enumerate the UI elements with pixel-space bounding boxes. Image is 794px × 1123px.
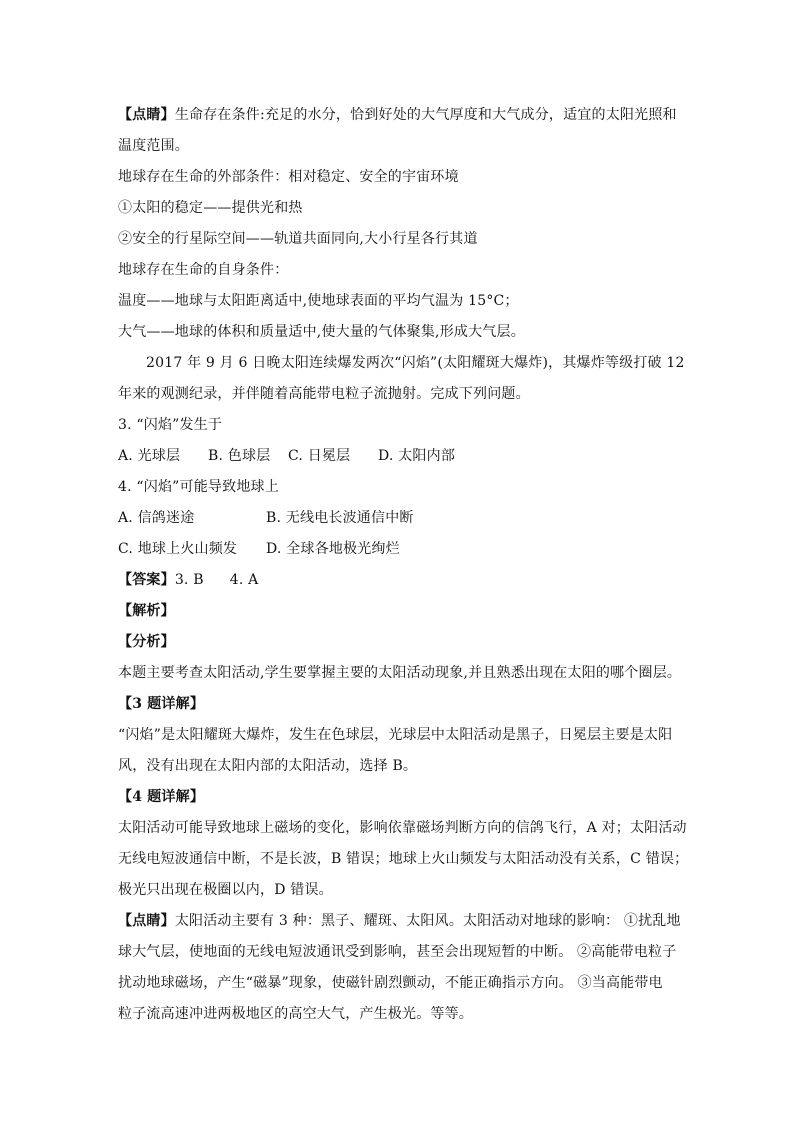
q4-option-b: B. 无线电长波通信中断 [266,510,414,526]
question-4-options-row-2 [118,534,680,565]
detail-3-tag: 【3 题详解】 [118,696,205,712]
passage-line-2: 年来的观测纪录，并伴随着高能带电粒子流抛射。完成下列问题。 [118,386,530,402]
answer-line [118,565,680,596]
q4-option-c: C. 地球上火山频发 [118,541,238,557]
note-text: 生命存在条件:充足的水分，恰到好处的大气厚度和大气成分，适宜的太阳光照和 [174,107,677,123]
question-3-options [118,441,680,472]
final-note-tag: 【点睛】 [118,913,175,929]
detail-4-line-1: 太阳活动可能导致地球上磁场的变化，影响依靠磁场判断方向的信鸽飞行，A 对；太阳活动 [118,820,687,836]
q3-option-a: A. 光球层 [118,448,181,464]
analysis-sub-tag: 【分析】 [118,634,175,650]
q3-option-c: C. 日冕层 [288,448,351,464]
q3-option-d: D. 太阳内部 [378,448,456,464]
external-conditions-title: 地球存在生命的外部条件：相对稳定、安全的宇宙环境 [118,169,459,185]
question-4-options-row-1 [118,503,680,534]
detail-4-tag: 【4 题详解】 [118,789,205,805]
answer-3: 3. B [174,572,204,588]
final-note-text: 太阳活动主要有 3 种：黑子、耀斑、太阳风。太阳活动对地球的影响： ①扰乱地 [174,913,681,929]
final-note-line-3: 扰动地球磁场，产生“磁暴”现象，使磁针剧烈颤动，不能正确指示方向。 ③当高能带电 [118,975,663,991]
internal-condition-2: 大气——地球的体积和质量适中,使大量的气体聚集,形成大气层。 [118,324,525,340]
internal-conditions-title: 地球存在生命的自身条件： [118,262,289,278]
final-note-line-4: 粒子流高速冲进两极地区的高空大气，产生极光。等等。 [118,1006,473,1022]
note-tag: 【点睛】 [118,107,175,123]
note-line-2: 温度范围。 [118,138,189,154]
final-note-line-1 [118,906,680,937]
analysis-tag: 【解析】 [118,603,175,619]
detail-3-line-1: “闪焰”是太阳耀斑大爆炸，发生在色球层，光球层中太阳活动是黑子，日冕层主要是太阳 [118,727,673,743]
q4-option-a: A. 信鸽迷途 [118,510,195,526]
q4-option-d: D. 全球各地极光绚烂 [266,541,400,557]
question-3-stem: 3. “闪焰”发生于 [118,417,223,433]
answer-4: 4. A [229,572,259,588]
answer-tag: 【答案】 [118,572,175,588]
analysis-text: 本题主要考查太阳活动,学生要掌握主要的太阳活动现象,并且熟悉出现在太阳的哪个圈层。 [118,665,682,681]
external-condition-2: ②安全的行星际空间——轨道共面同向,大小行星各行其道 [118,231,478,247]
detail-4-line-2: 无线电短波通信中断，不是长波，B 错误；地球上火山频发与太阳活动没有关系，C 错误； [118,851,689,867]
final-note-line-2: 球大气层，使地面的无线电短波通讯受到影响，甚至会出现短暂的中断。 ②高能带电粒子 [118,944,677,960]
q3-option-b: B. 色球层 [208,448,271,464]
detail-4-line-3: 极光只出现在极圈以内，D 错误。 [118,882,333,898]
note-line-1 [118,100,680,131]
detail-3-line-2: 风，没有出现在太阳内部的太阳活动，选择 B。 [118,758,418,774]
passage-line-1: 2017 年 9 月 6 日晚太阳连续爆发两次“闪焰”(太阳耀斑大爆炸)，其爆炸等级打破 12 [146,355,685,371]
question-4-stem: 4. “闪焰”可能导致地球上 [118,479,279,495]
document-page [118,100,689,1030]
external-condition-1: ①太阳的稳定——提供光和热 [118,200,303,216]
internal-condition-1: 温度——地球与太阳距离适中,使地球表面的平均气温为 15°C； [118,293,519,309]
